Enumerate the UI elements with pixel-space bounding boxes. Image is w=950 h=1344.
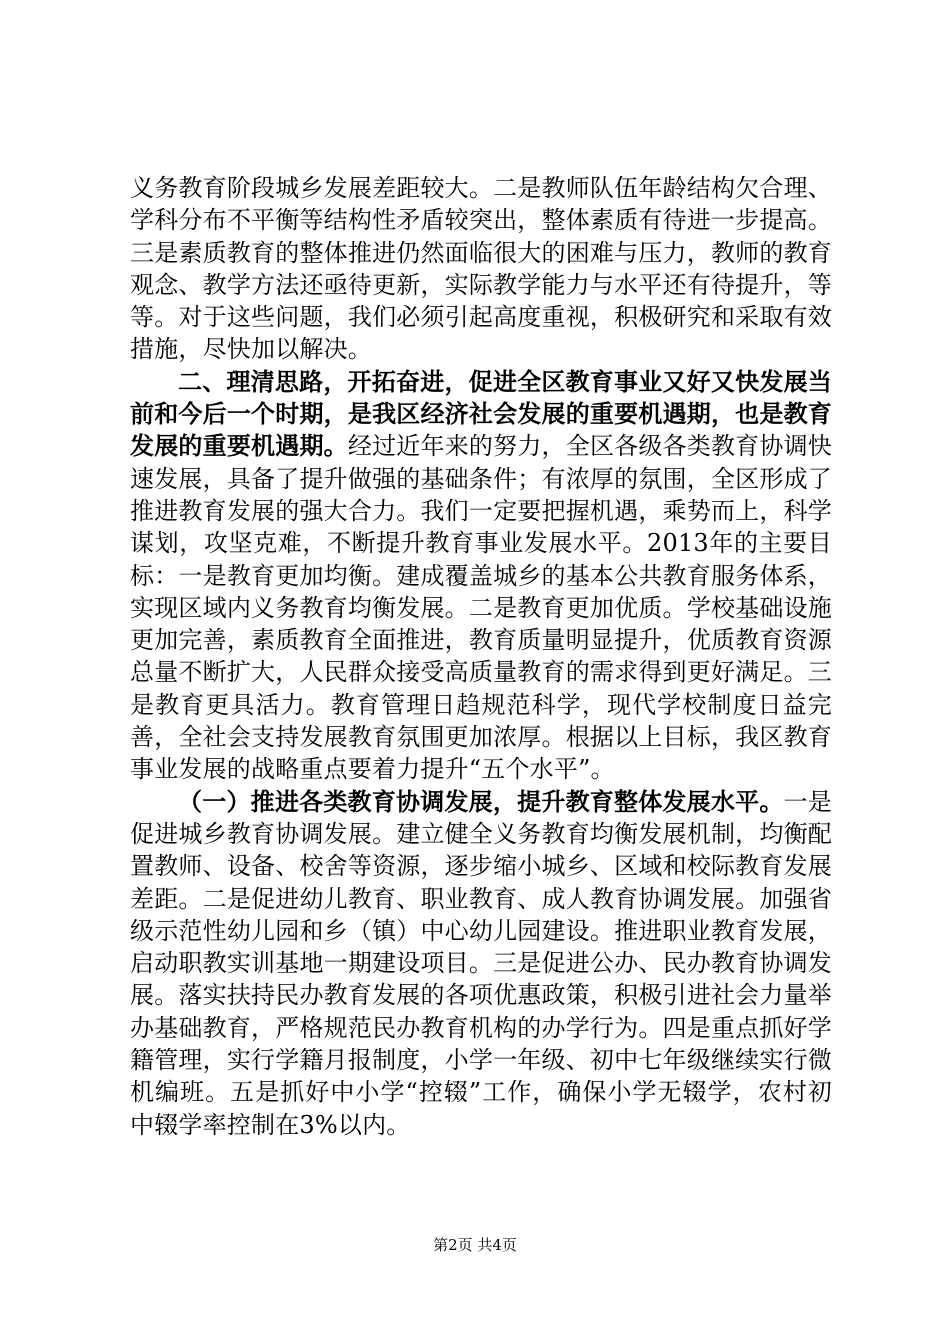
paragraph-3-text: 一是促进城乡教育协调发展。建立健全义务教育均衡发展机制，均衡配置教师、设备、校舍等资源，逐步缩小城乡、区域和校际教育发展差距。二是促进幼儿教育、职业教育、成人教育协调发展。加强省级示范性幼儿园和乡（镇）中心幼儿园建设。推进职业教育发展，启动职教实训基地一期建设项目。三是促进公办、民办教育协调发展。落实扶持民办教育发展的各项优惠政策，积极引进社会力量举办基础教育，严格规范民办教育机构的办学行为。四是重点抓好学籍管理，实行学籍月报制度，小学一年级、初中七年级继续实行微机编班。五是抓好中小学“控辍”工作，确保小学无辍学，农村初中辍学率控制在3%以内。 [130, 787, 833, 1139]
page-footer: 第2页 共4页 [433, 1236, 517, 1254]
paragraph-3 [130, 786, 832, 1141]
document-body [130, 172, 832, 1141]
paragraph-1-text: 义务教育阶段城乡发展差距较大。二是教师队伍年龄结构欠合理、学科分布不平衡等结构性矛盾较突出，整体素质有待进一步提高。三是素质教育的整体推进仍然面临很大的困难与压力，教师的教育观念、教学方法还亟待更新，实际教学能力与水平还有待提升，等等。对于这些问题，我们必须引起高度重视，积极研究和采取有效措施，尽快加以解决。 [130, 174, 832, 364]
paragraph-1 [130, 172, 832, 366]
section-heading-2: 二、理清思路，开拓奋进，促进全区教育事业又好又快发展当前和今后一个时期，是我区经济社会发展的重要机遇期，也是教育发展的重要机遇期。 [130, 366, 832, 461]
paragraph-2 [130, 366, 832, 786]
subsection-heading-1: （一）推进各类教育协调发展，提升教育整体发展水平。 [178, 786, 784, 816]
paragraph-2-text: 经过近年来的努力，全区各级各类教育协调快速发展，具备了提升做强的基础条件；有浓厚的氛围，全区形成了推进教育发展的强大合力。我们一定要把握机遇，乘势而上，科学谋划，攻坚克难，不断提升教育事业发展水平。2013年的主要目标：一是教育更加均衡。建成覆盖城乡的基本公共教育服务体系，实现区域内义务教育均衡发展。二是教育更加优质。学校基础设施更加完善，素质教育全面推进，教育质量明显提升，优质教育资源总量不断扩大，人民群众接受高质量教育的需求得到更好满足。三是教育更具活力。教育管理日趋规范科学，现代学校制度日益完善，全社会支持发展教育氛围更加浓厚。根据以上目标，我区教育事业发展的战略重点要着力提升“五个水平”。 [130, 432, 833, 784]
